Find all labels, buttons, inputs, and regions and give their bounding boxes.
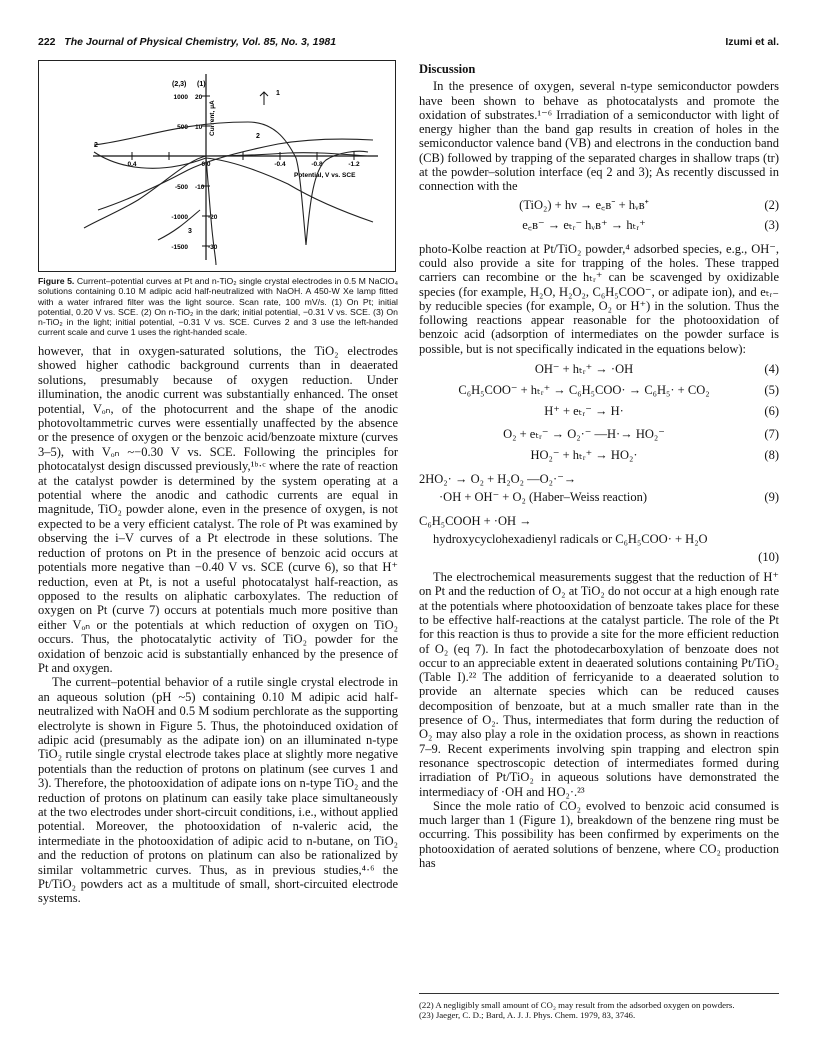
left-paragraph-1: however, that in oxygen-saturated solutions, the TiO₂ electrodes showed higher cathodic background currents than in deaerated solutions, presumably because of oxygen reduction. Under illumination, the anodic current was substantially enhanced. The onset potential, Vₒₙ, of the photocurrent and the shape of the anodic photovoltammetric curves were essentially unaffected by the absence or the presence of oxygen or the benzoic acid/benzoate mixture (curves 3–5), with Vₒₙ ~−0.30 V vs. SCE. Following the principles for photocatalyst design discussed previously,¹ᵇ·ᶜ where the rate of reaction at the catalyst powder is determined by the system operating at a potential where the anodic and cathodic currents are equal in magnitude, TiO₂ powder alone, even in the presence of oxygen, is not expected to be a very efficient catalyst. The role of Pt was examined by observing the i–V curves of a Pt electrode in these solutions. The reduction of protons on Pt in the presence of benzoic acid occurs at potentials more negative than −0.40 V vs. SCE (curve 6), so that H⁺ reduction, even at Pt, is not a useful photocatalyst half-reaction, as opposed to the results on aliphatic carboxylates. The reduction of oxygen on Pt (curve 7) occurs at potentials much more positive than either Vₒₙ or the potentials at which reduction of oxygen on TiO₂ occurs. Thus, the photocatalytic activity of TiO₂ powder for the oxidation of benzoic acid is substantially enhanced by the presence of Pt and oxygen. xyxy=(38,344,398,675)
y-tick-left-neg500: -500 xyxy=(174,184,188,191)
section-heading: Discussion xyxy=(419,62,476,76)
curve-label-1: 1 xyxy=(276,90,280,97)
equation-4: OH⁻ + hₜᵣ⁺ → ·OH (4) xyxy=(534,362,779,377)
curve-1-pt xyxy=(94,122,373,245)
curve-label-2: 2 xyxy=(256,133,260,140)
equation-2: (TiO₂) + hν → e꜀ʙ⁻ + hᵥʙ⁺ (2) xyxy=(519,197,779,212)
y-tick-right-neg10: -10 xyxy=(195,184,205,191)
scale-label-right: (1) xyxy=(197,81,206,88)
x-tick-neg0.8: -0.8 xyxy=(311,161,323,168)
right-paragraph-1: In the presence of oxygen, several n-type semiconductor powders have been shown to behave as photocatalysts and promote the oxidation of substrates.¹⁻⁶ Irradiation of a semiconductor with light of energy higher than the band gap results in creation of holes in the semiconductor valence band (VB) and electrons in the conduction band (CB) followed by trapping of the separated charges in shallow traps (tr) at the powder–solution interface (eq 2 and 3); As recently discussed in connection with the xyxy=(419,79,779,194)
equation-10-line-2: hydroxycyclohexadienyl radicals or C₆H₅COO· + H₂O xyxy=(433,532,708,547)
x-tick-neg1.2: -1.2 xyxy=(348,161,360,168)
figure-caption xyxy=(38,276,398,338)
caption-text: Current–potential curves at Pt and n-TiO₂ single crystal electrodes in 0.5 M NaClO₄ solutions containing 0.10 M adipic acid half-neutralized with NaOH. A 450-W Xe lamp fitted with a water infrared filter was the light source. Scan rate, 100 mV/s. (1) On Pt; initial potential, 0.20 V vs. SCE. (2) On n-TiO₂ in the dark; initial potential, −0.31 V vs. SCE. (3) On n-TiO₂ in the light; initial potential, −0.31 V vs. SCE. Curves 2 and 3 use the left-handed current scale and curve 1 uses the right-handed scale. xyxy=(38,276,398,338)
curve-3-light xyxy=(98,139,373,265)
curve-label-3: 3 xyxy=(188,228,192,235)
y-tick-left-neg1000: -1000 xyxy=(171,214,188,221)
journal-title: The Journal of Physical Chemistry, Vol. 85, No. 3, 1981 xyxy=(64,36,337,48)
equation-5: C₆H₅COO⁻ + hₜᵣ⁺ → C₆H₅COO· → C₆H₅· + CO₂ (5) xyxy=(458,383,779,398)
header-authors: Izumi et al. xyxy=(725,36,779,48)
right-paragraph-4: Since the mole ratio of CO₂ evolved to benzoic acid consumed is much larger than 1 (Figure 1), breakdown of the benzene ring must be occurring. This possibility has been confirmed by experiments on the photooxidation of aerated solutions of benzene, where CO₂ production has xyxy=(419,798,779,870)
figure-5-plot xyxy=(38,60,396,272)
curve-label-2b: 2 xyxy=(94,142,98,149)
y-tick-right-neg20: -20 xyxy=(208,214,218,221)
y-tick-right-20: 20 xyxy=(195,94,203,101)
y-tick-left-1000: 1000 xyxy=(173,94,188,101)
equation-10-line-1: C₆H₅COOH + ·OH → xyxy=(419,514,532,529)
equation-10-number: (10) xyxy=(758,550,779,565)
equation-9-line-1: 2HO₂· → O₂ + H₂O₂ —O₂·⁻→ xyxy=(419,472,577,487)
equation-9-line-2: ·OH + OH⁻ + O₂ (Haber–Weiss reaction) (9) xyxy=(439,490,779,505)
figure-5 xyxy=(38,60,396,272)
header-left xyxy=(38,36,336,48)
scale-label-left: (2,3) xyxy=(172,81,187,88)
footnotes xyxy=(419,993,779,1021)
x-tick-neg0.4: -0.4 xyxy=(274,161,286,168)
equation-7: O₂ + eₜᵣ⁻ → O₂·⁻ —H·→ HO₂⁻ (7) xyxy=(503,427,779,442)
x-tick-0.0: 0.0 xyxy=(201,161,211,168)
right-paragraph-3: The electrochemical measurements suggest that the reduction of H⁺ on Pt and the reduction of O₂ at TiO₂ do not occur at a high enough rate at the potentials where photooxidation of benzoate takes place for these to be effective half-reactions at the catalyst particle. The role of the Pt for this reaction is thus to provide a site for the more efficient reduction of O₂ (eq 7). In fact the photodecarboxylation of benzoate does not occur to an appreciable extent in deaerated solutions containing Pt/TiO₂ (Table I).²² The addition of ferricyanide to a deaerated solution to provide an alternate species which can be reduced causes decomposition of benzoate, but at a much smaller rate than in the presence of O₂. Thus, intermediates that form during the reduction of O₂ may also play a role in the oxidation process, as shown in reactions 7–9. Recent experiments involving spin trapping and electron spin resonance spectroscopic detection of intermediates formed during irradiation of Pt/TiO₂ in aqueous solutions have demonstrated the intermediacy of ·OH and HO₂·.²³ xyxy=(419,570,779,799)
y-tick-right-neg30: -30 xyxy=(208,244,218,251)
caption-label: Figure 5. xyxy=(38,276,75,286)
equation-8: HO₂⁻ + hₜᵣ⁺ → HO₂· (8) xyxy=(530,448,779,463)
footnote-22: (22) A negligibly small amount of CO₂ may result from the adsorbed oxygen on powders. xyxy=(419,1000,735,1010)
left-paragraph-2: The current–potential behavior of a rutile single crystal electrode in an aqueous solution (pH ~5) containing 0.10 M adipic acid half-neutralized with NaOH and 0.5 M sodium perchlorate as the supporting electrolyte is shown in Figure 5. Thus, the photoinduced oxidation of adipic acid (presumably as the adipate ion) on an illuminated n-type TiO₂ rutile single crystal electrode takes place at slightly more negative potentials than the reduction of protons on platinum (see curves 1 and 3). Therefore, the photooxidation of adipate ions on n-type TiO₂ and the reduction of protons on platinum can easily take place simultaneously at the two electrodes under short-circuit conditions, i.e., without applied potential. Moreover, the photooxidation of n-valeric acid, the intermediate in the photooxidation of adipic acid to n-butane, on TiO₂ and the reduction of protons on platinum can also be rationalized by similar voltammetric curves. Thus, as in previous studies,⁴·⁶ the Pt/TiO₂ powders act as a multitude of small, short-circuited electrode systems. xyxy=(38,675,398,906)
equation-3: e꜀ʙ⁻ → eₜᵣ⁻ hᵥʙ⁺ → hₜᵣ⁺ (3) xyxy=(522,217,779,232)
right-paragraph-2: photo-Kolbe reaction at Pt/TiO₂ powder,⁴ adsorbed species, e.g., OH⁻, could also provide a site for trapping of the holes. These trapped carriers can recombine or the hₜᵣ⁺ can be scavenged by oxidizable species (for example, H₂O, H₂O₂, C₆H₅COO⁻, or adipate ion), and eₜᵣ₋ by reducible species (for example, O₂ or H⁺) in the solution. Thus the following reactions appear reasonable for the photooxidation of benzoic acid (adsorption of intermediates on the powder surface is possible, but is not specifically indicated in the equations below): xyxy=(419,241,779,356)
figure-frame xyxy=(39,61,396,272)
y-axis-label: Current, μA xyxy=(209,100,216,136)
left-column xyxy=(38,344,398,906)
footnote-23: (23) Jaeger, C. D.; Bard, A. J. J. Phys. Chem. 1979, 83, 3746. xyxy=(419,1010,636,1021)
x-axis-label: Potential, V vs. SCE xyxy=(294,172,356,179)
y-tick-left-500: 500 xyxy=(177,124,188,131)
running-header xyxy=(38,36,779,52)
page-number: 222 xyxy=(38,36,56,48)
y-tick-left-neg1500: -1500 xyxy=(171,244,188,251)
arrow-1-icon xyxy=(260,92,268,105)
equation-6: H⁺ + eₜᵣ⁻ → H· (6) xyxy=(544,404,779,419)
y-tick-right-10: 10 xyxy=(195,124,203,131)
x-tick-0.4: 0.4 xyxy=(127,161,137,168)
right-column xyxy=(419,62,779,870)
